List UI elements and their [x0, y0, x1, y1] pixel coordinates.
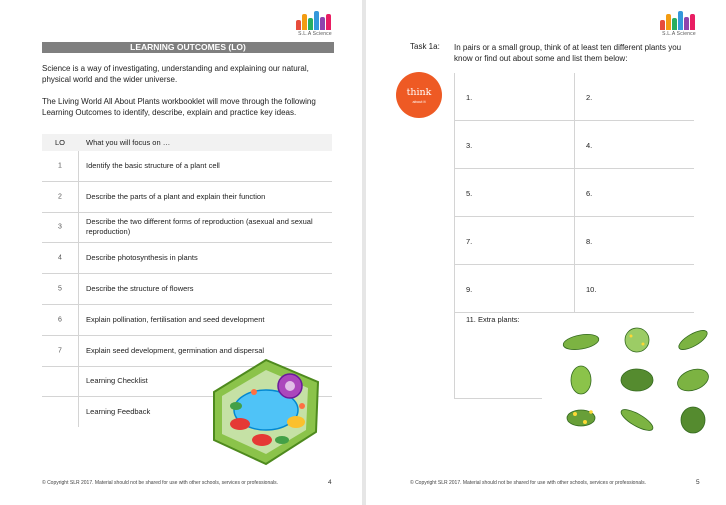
- right-page-number: 5: [696, 479, 700, 486]
- lo-number: 7: [58, 347, 62, 355]
- plant-leaves-illustration: [561, 322, 717, 442]
- plant-entry[interactable]: 6.: [586, 189, 593, 198]
- sla-science-logo: [292, 10, 338, 40]
- plant-entry[interactable]: 7.: [466, 237, 473, 246]
- lo-number: 6: [58, 316, 62, 324]
- right-footer: © Copyright SLR 2017. Material should not be shared for use with other schools, services or professionals.: [410, 480, 647, 486]
- table-row: [42, 213, 332, 244]
- learning-outcomes-banner: LEARNING OUTCOMES (LO): [42, 42, 334, 53]
- about-it-label: about it: [412, 99, 426, 104]
- table-row: [42, 182, 332, 213]
- header-lo: LO: [54, 138, 65, 147]
- intro-paragraph-2: The Living World All About Plants workbooklet will move through the following Learning Outcomes to identify, describe, explain and practice key ideas.: [42, 97, 316, 117]
- plant-entry[interactable]: 10.: [586, 285, 597, 294]
- extra-plants-label: 11. Extra plants:: [466, 315, 520, 324]
- lo-number: 4: [58, 254, 62, 262]
- table-row: [42, 243, 332, 274]
- lo-text: Describe the two different forms of reproduction (asexual and sexual reproduction): [86, 217, 313, 237]
- grid-row: [454, 169, 694, 217]
- lo-text: Describe photosynthesis in plants: [86, 253, 198, 263]
- plant-entry[interactable]: 3.: [466, 141, 473, 150]
- left-footer: © Copyright SLR 2017. Material should not be shared for use with other schools, services or professionals.: [42, 480, 279, 486]
- grid-row: [454, 265, 694, 313]
- intro-paragraph-1: Science is a way of investigating, understanding and explaining our natural, physical world and the wider universe.: [42, 64, 309, 84]
- lo-text: Explain seed development, germination and dispersal: [86, 345, 265, 355]
- logo-text: S.L.A Science: [298, 31, 332, 37]
- lo-number: 3: [58, 223, 62, 231]
- lo-number: 5: [58, 285, 62, 293]
- lo-text: Identify the basic structure of a plant cell: [86, 160, 220, 170]
- plant-entry[interactable]: 9.: [466, 285, 473, 294]
- lo-text: Describe the parts of a plant and explain their function: [86, 191, 266, 201]
- task-instructions: In pairs or a small group, think of at least ten different plants you know or find out about some and list them below:: [454, 43, 682, 63]
- lo-text: Describe the structure of flowers: [86, 284, 194, 294]
- plant-list-grid: [454, 73, 694, 313]
- left-page: [0, 0, 362, 505]
- left-page-number: 4: [328, 479, 332, 486]
- lo-number: 1: [58, 162, 62, 170]
- grid-row: [454, 73, 694, 121]
- table-row: [42, 151, 332, 182]
- lo-text: Learning Checklist: [86, 376, 148, 386]
- grid-row: [454, 121, 694, 169]
- right-page: [366, 0, 726, 505]
- table-row: [42, 305, 332, 336]
- task-label: Task 1a:: [410, 42, 440, 51]
- think-label: think: [406, 87, 432, 98]
- plant-entry[interactable]: 2.: [586, 93, 593, 102]
- think-about-it-badge: [396, 72, 442, 118]
- plant-entry[interactable]: 5.: [466, 189, 473, 198]
- plant-cell-illustration: [206, 352, 326, 470]
- lo-text: Learning Feedback: [86, 407, 151, 417]
- header-focus: What you will focus on …: [86, 138, 171, 147]
- logo-text: S.L.A Science: [662, 31, 696, 37]
- lo-number: 2: [58, 193, 62, 201]
- plant-entry[interactable]: 4.: [586, 141, 593, 150]
- plant-entry[interactable]: 1.: [466, 93, 473, 102]
- lo-text: Explain pollination, fertilisation and seed development: [86, 314, 265, 324]
- table-header: [42, 134, 332, 151]
- grid-row: [454, 217, 694, 265]
- sla-science-logo: [656, 10, 702, 40]
- plant-entry[interactable]: 8.: [586, 237, 593, 246]
- table-row: [42, 274, 332, 305]
